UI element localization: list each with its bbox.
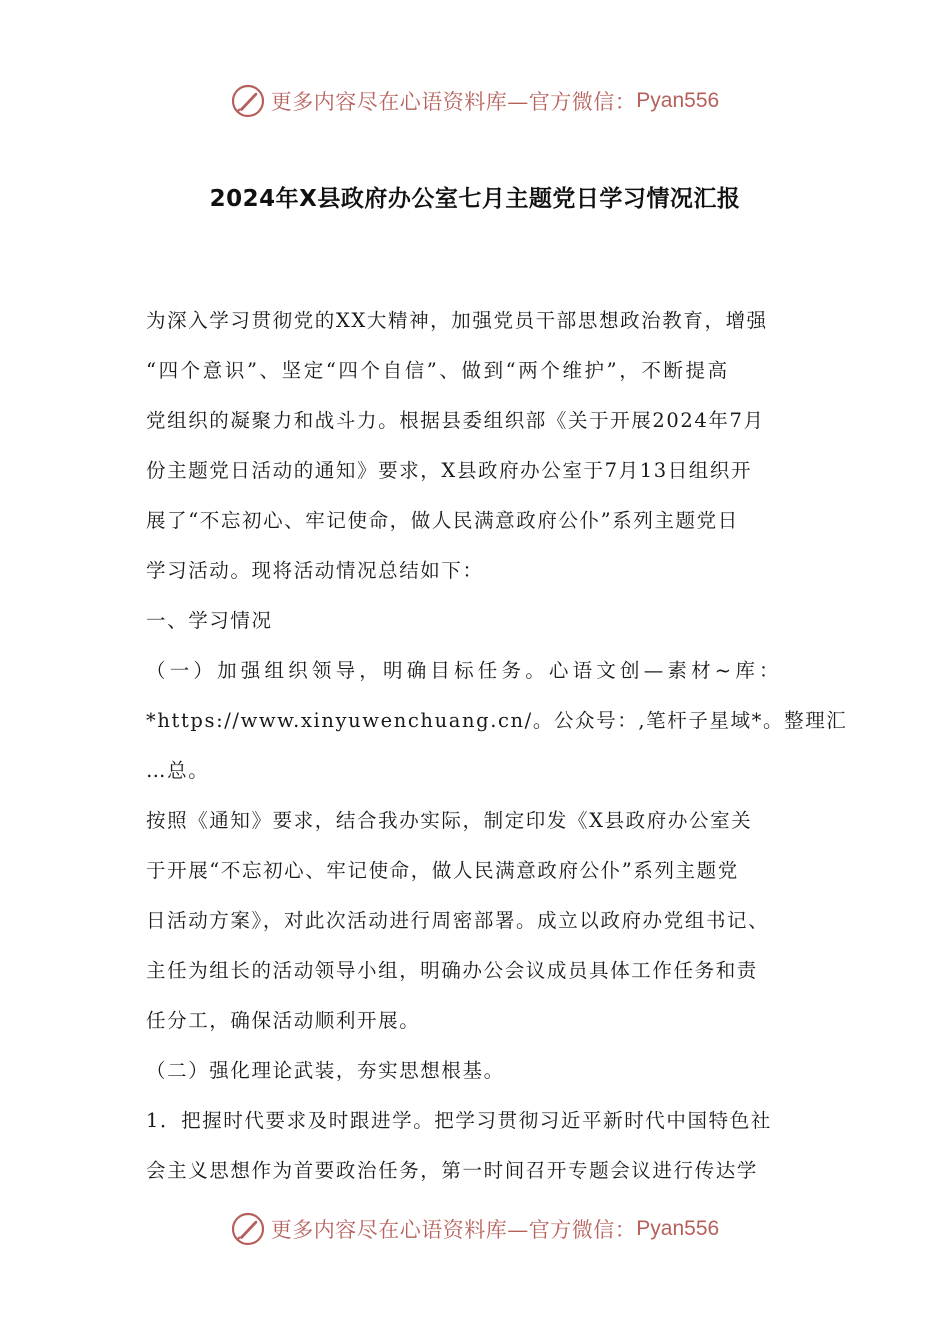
body-line: 学习活动。现将活动情况总结如下： [146,559,484,582]
watermark-text: 更多内容尽在心语资料库—官方微信： [270,90,637,114]
body-line: 主任为组长的活动领导小组，明确办公会议成员具体工作任务和责 [146,959,758,982]
quill-pen-logo-icon [231,1212,265,1246]
subsection-heading: （二）强化理论武装，夯实思想根基。 [146,1059,505,1082]
body-line: 会主义思想作为首要政治任务，第一时间召开专题会议进行传达学 [146,1159,758,1182]
body-line: 于开展“不忘初心、牢记使命，做人民满意政府公仆”系列主题党 [146,859,739,882]
body-line: 日活动方案》，对此次活动进行周密部署。成立以政府办党组书记、 [146,909,770,932]
document-body [146,296,848,1196]
document-title: 2024年X县政府办公室七月主题党日学习情况汇报 [209,186,741,212]
watermark-banner-bottom [0,1212,950,1246]
body-line: …总。 [146,759,210,782]
subsection-heading: （一）加强组织领导，明确目标任务。心语文创—素材~库： [146,659,783,682]
body-line: 1．把握时代要求及时跟进学。把学习贯彻习近平新时代中国特色社 [146,1109,772,1132]
watermark-text: 更多内容尽在心语资料库—官方微信： [270,1218,637,1242]
section-heading: 一、学习情况 [146,609,273,632]
watermark-wechat-id: Pyan556 [636,89,720,112]
body-line: *https://www.xinyuwenchuang.cn/。公众号：,笔杆子星域*。整理汇 [146,709,848,732]
body-line: 按照《通知》要求，结合我办实际，制定印发《X县政府办公室关 [146,809,753,832]
body-line: 份主题党日活动的通知》要求，X县政府办公室于7月13日组织开 [146,459,753,482]
quill-pen-logo-icon [231,84,265,118]
body-line: 为深入学习贯彻党的XX大精神，加强党员干部思想政治教育，增强 [146,309,768,332]
body-line: “四个意识”、坚定“四个自信”、做到“两个维护”，不断提高 [146,359,730,382]
body-line: 党组织的凝聚力和战斗力。根据县委组织部《关于开展2024年7月 [146,409,765,432]
watermark-banner-top [0,84,950,118]
body-line: 任分工，确保活动顺利开展。 [146,1009,421,1032]
body-line: 展了“不忘初心、牢记使命，做人民满意政府公仆”系列主题党日 [146,509,739,532]
watermark-wechat-id: Pyan556 [636,1217,720,1240]
